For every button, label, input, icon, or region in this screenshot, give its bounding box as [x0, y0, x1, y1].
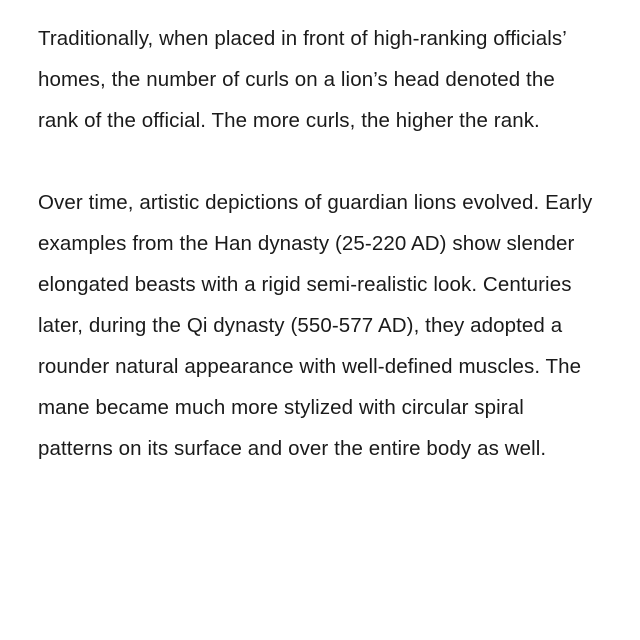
article-body	[38, 18, 596, 469]
paragraph-1: Traditionally, when placed in front of high-ranking officials’ homes, the number of curls on a lion’s head denoted the rank of the official. The more curls, the higher the rank.	[38, 27, 567, 132]
paragraph-spacer	[38, 141, 596, 182]
paragraph-2: Over time, artistic depictions of guardian lions evolved. Early examples from the Han dynasty (25-220 AD) show slender elongated beasts with a rigid semi-realistic look. Centuries later, during the Qi dynasty (550-577 AD), they adopted a rounder natural appearance with well-defined muscles. The mane became much more stylized with circular spiral patterns on its surface and over the entire body as well.	[38, 191, 593, 460]
